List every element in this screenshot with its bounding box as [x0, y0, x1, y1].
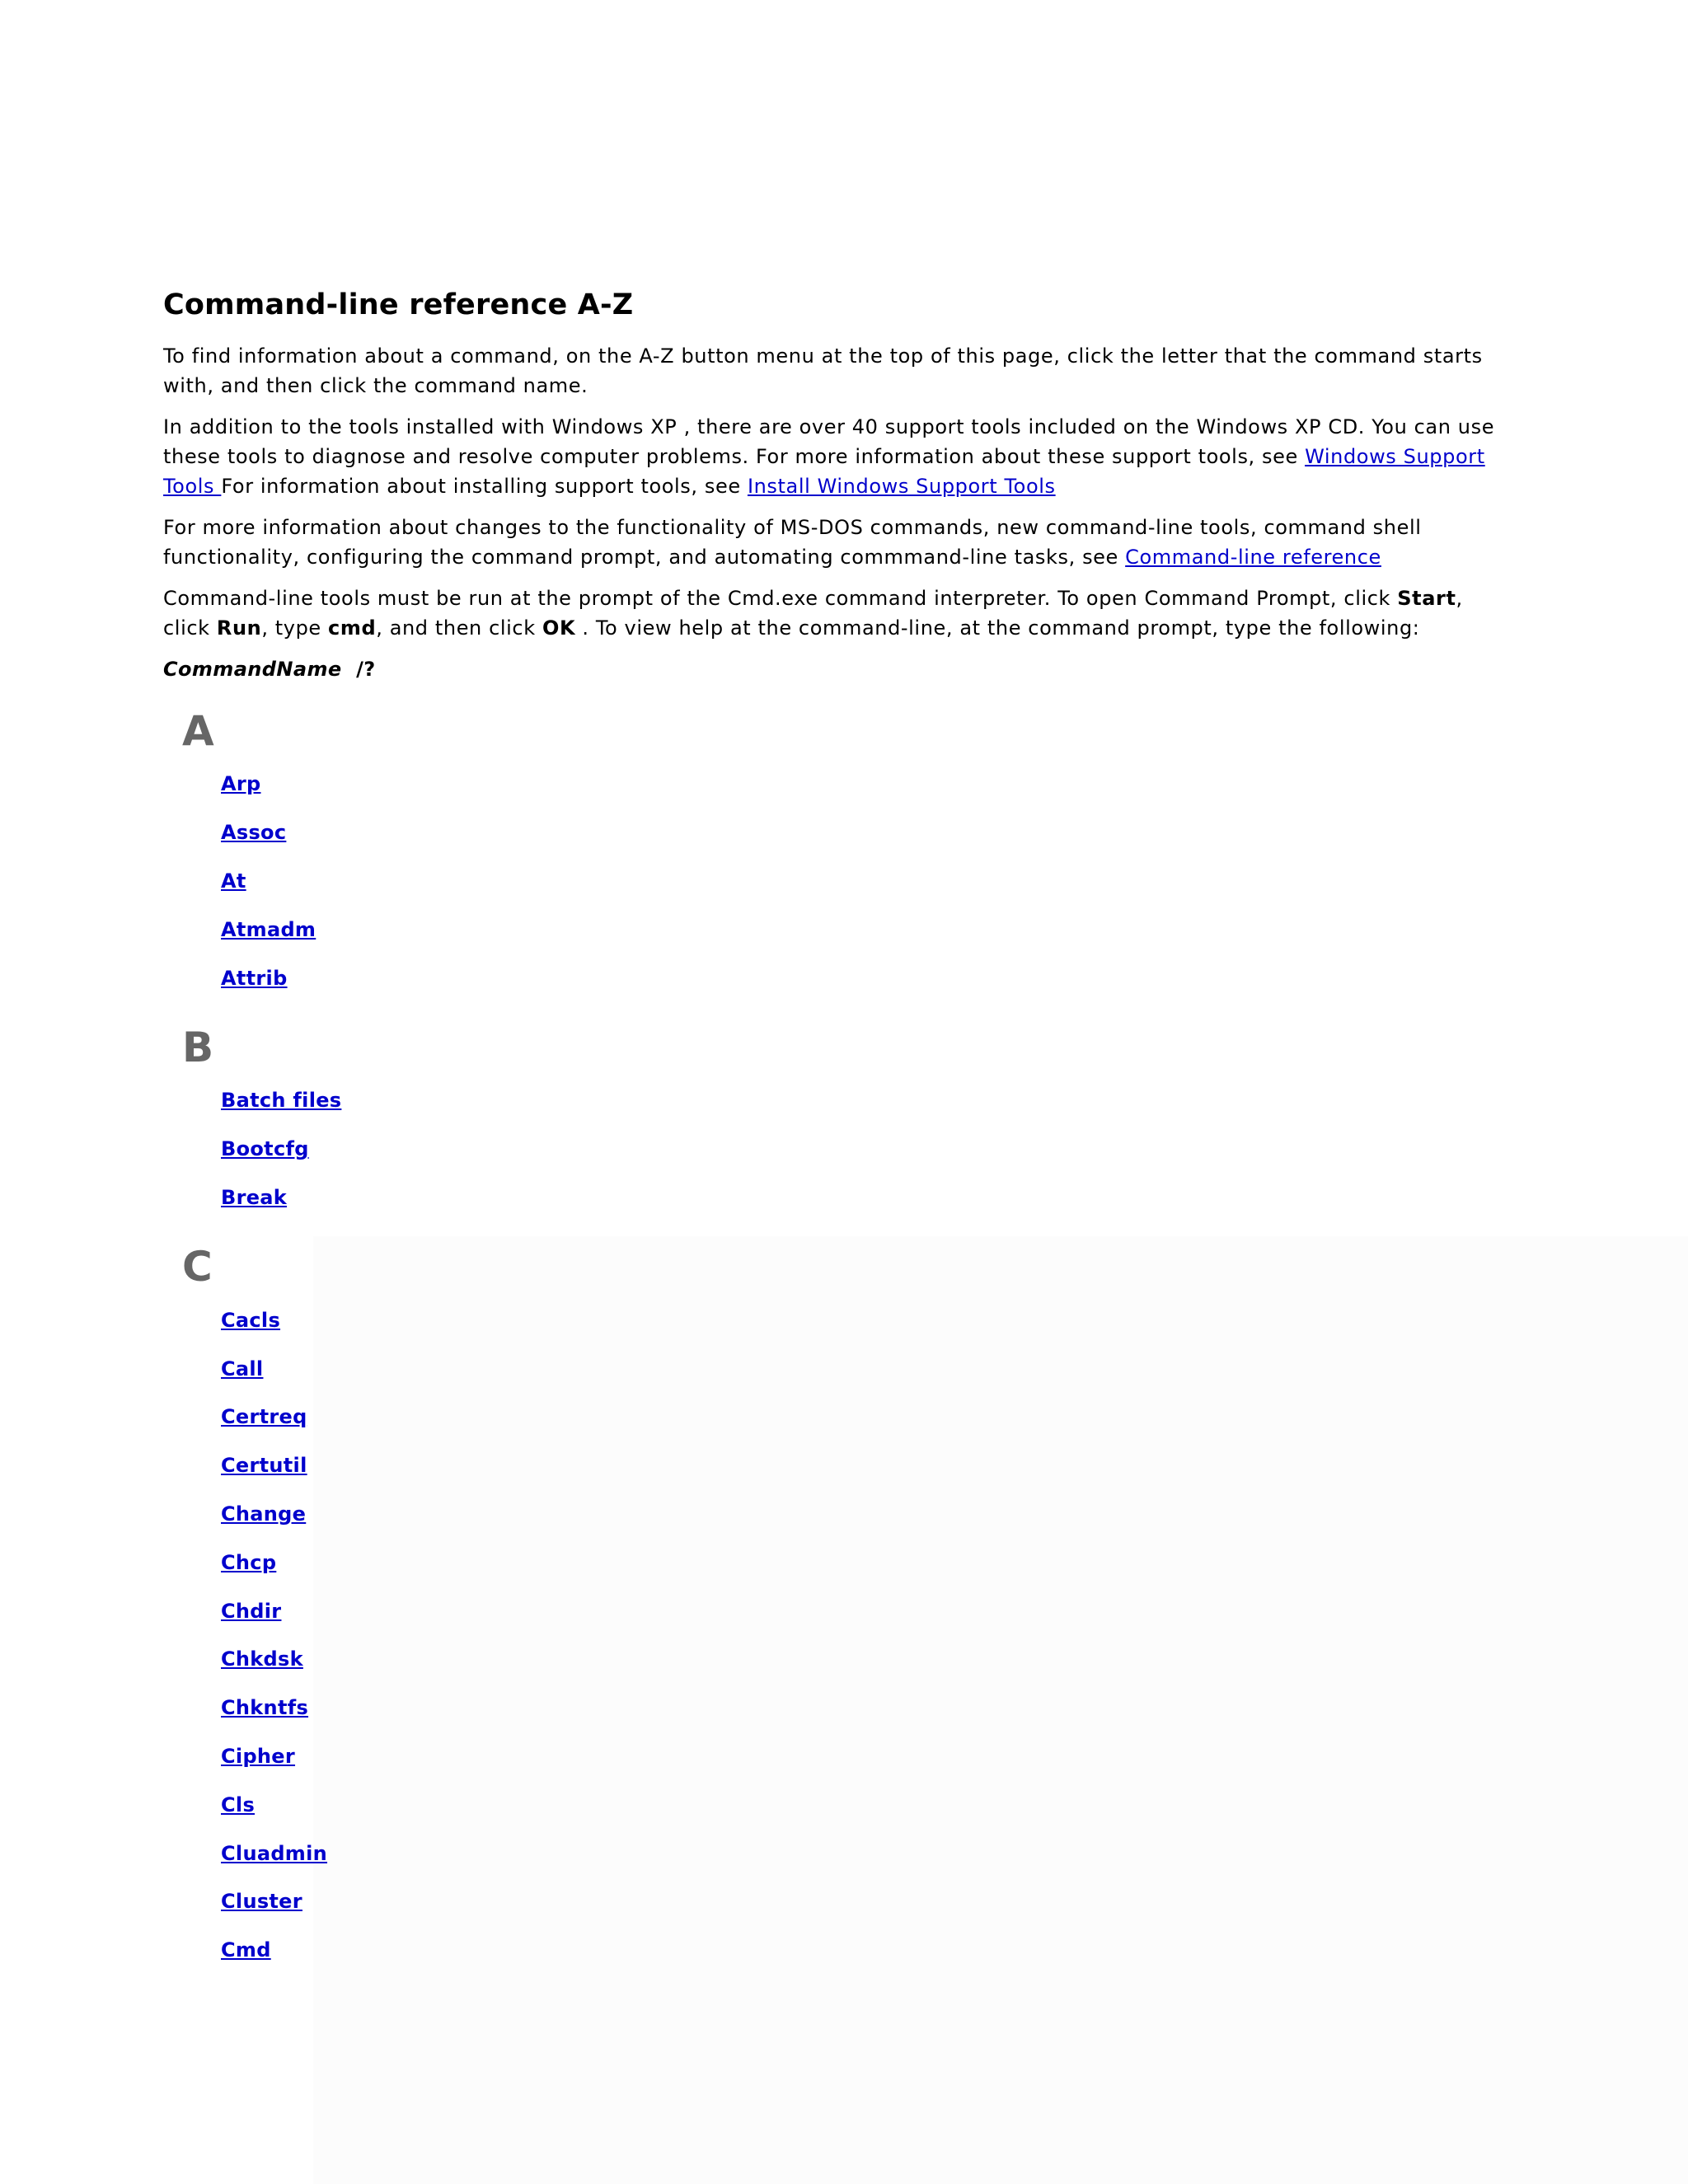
list-item — [221, 1586, 1515, 1635]
prompt-text-2: , click — [163, 587, 1463, 640]
letter-heading-b: B — [182, 1023, 214, 1071]
command-link[interactable]: Cls — [221, 1793, 256, 1816]
command-link[interactable]: Atmadm — [221, 917, 316, 941]
ms-dos-changes-paragraph — [163, 513, 1515, 572]
command-list-c — [163, 1296, 1515, 1974]
cmd-keyword: cmd — [328, 616, 377, 640]
command-name-placeholder: CommandName — [163, 658, 342, 681]
list-item — [221, 1732, 1515, 1781]
ms-dos-changes-text: For more information about changes to the functionality of MS-DOS commands, new command-line tools, command shell functionality, configuring the command prompt, and automating commmand-line tasks, see — [163, 516, 1422, 569]
letter-heading-c: C — [182, 1243, 213, 1291]
list-item — [221, 760, 1515, 808]
list-item — [221, 1877, 1515, 1926]
command-link[interactable]: Cacls — [221, 1308, 281, 1332]
command-link[interactable]: Bootcfg — [221, 1137, 309, 1161]
support-tools-text: In addition to the tools installed with Windows XP , there are over 40 support tools included on the Windows XP CD. You can use these tools to diagnose and resolve computer problems. For more information about these support tools, see — [163, 415, 1495, 468]
command-link[interactable]: Cluadmin — [221, 1841, 328, 1865]
install-windows-support-tools-link[interactable]: Install Windows Support Tools — [747, 475, 1056, 498]
list-item — [221, 1490, 1515, 1539]
intro-paragraph — [163, 341, 1515, 401]
ok-keyword: OK — [542, 616, 576, 640]
list-item — [221, 1926, 1515, 1975]
command-line-reference-link[interactable]: Command-line reference — [1125, 546, 1381, 569]
command-link[interactable]: Chkntfs — [221, 1696, 309, 1720]
windows-support-tools-link[interactable]: Windows Support Tools — [163, 445, 1485, 498]
command-link[interactable]: Batch files — [221, 1089, 342, 1113]
letter-heading-a: A — [182, 707, 214, 755]
command-prompt-paragraph — [163, 583, 1515, 643]
command-link[interactable]: Chdir — [221, 1599, 282, 1623]
command-link[interactable]: Cipher — [221, 1744, 296, 1768]
install-info-text: For information about installing support tools, see — [221, 475, 748, 498]
list-item — [221, 1635, 1515, 1684]
list-item — [221, 857, 1515, 906]
list-item — [221, 1684, 1515, 1732]
list-item — [221, 1780, 1515, 1829]
command-link[interactable]: Cmd — [221, 1938, 271, 1962]
list-item — [221, 954, 1515, 1002]
command-link[interactable]: Chcp — [221, 1550, 277, 1574]
list-item — [221, 1125, 1515, 1174]
prompt-text-3: , type — [261, 616, 329, 640]
command-list-a — [163, 760, 1515, 1002]
command-list-b — [163, 1076, 1515, 1221]
command-link[interactable]: At — [221, 869, 246, 893]
command-link[interactable]: Certreq — [221, 1405, 307, 1429]
command-link[interactable]: Change — [221, 1502, 307, 1526]
prompt-text-5: . To view help at the command-line, at the command prompt, type the following: — [575, 616, 1420, 640]
command-link[interactable]: Break — [221, 1185, 288, 1209]
run-keyword: Run — [216, 616, 262, 640]
list-item — [221, 1344, 1515, 1393]
list-item — [221, 1441, 1515, 1490]
command-syntax — [163, 654, 1515, 684]
command-link[interactable]: Chkdsk — [221, 1647, 303, 1671]
command-link[interactable]: Call — [221, 1357, 264, 1380]
list-item — [221, 808, 1515, 857]
list-item — [221, 1076, 1515, 1125]
page-title: Command-line reference A-Z — [163, 288, 634, 321]
prompt-text-4: , and then click — [376, 616, 542, 640]
list-item — [221, 1296, 1515, 1344]
list-item — [221, 1393, 1515, 1441]
command-link[interactable]: Certutil — [221, 1454, 307, 1478]
list-item — [221, 1829, 1515, 1877]
start-keyword: Start — [1397, 587, 1456, 610]
list-item — [221, 1174, 1515, 1222]
prompt-text-1: Command-line tools must be run at the prompt of the Cmd.exe command interpreter. To open Command Prompt, click — [163, 587, 1398, 610]
command-link[interactable]: Attrib — [221, 966, 288, 990]
list-item — [221, 1538, 1515, 1586]
help-switch: /? — [356, 658, 376, 681]
intro-text: To find information about a command, on the A-Z button menu at the top of this page, click the letter that the command starts with, and then click the command name. — [163, 344, 1483, 397]
command-link[interactable]: Arp — [221, 772, 261, 796]
command-link[interactable]: Cluster — [221, 1890, 302, 1914]
support-tools-paragraph — [163, 412, 1515, 501]
document-body — [163, 287, 1515, 1991]
list-item — [221, 905, 1515, 954]
command-link[interactable]: Assoc — [221, 821, 287, 845]
